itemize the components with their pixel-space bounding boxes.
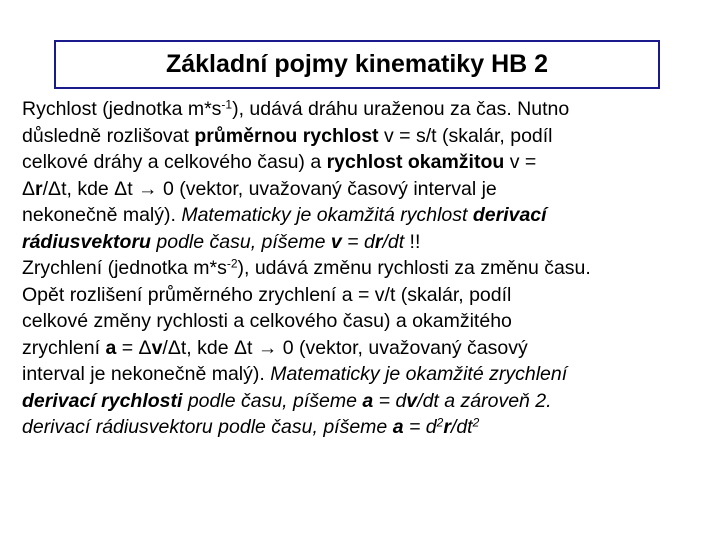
italic-text: /dt bbox=[450, 416, 473, 438]
superscript: 2 bbox=[472, 415, 480, 430]
text-line bbox=[22, 229, 700, 256]
superscript: 2 bbox=[436, 415, 444, 430]
text-line bbox=[22, 255, 700, 282]
text-run: /Δt, kde Δt → 0 (vektor, uvažovaný časový bbox=[162, 336, 528, 359]
text-run: !! bbox=[404, 230, 421, 253]
text-run: ), udává změnu rychlosti za změnu času. bbox=[237, 257, 591, 279]
paragraph-acceleration bbox=[22, 255, 700, 441]
superscript: -2 bbox=[226, 256, 238, 271]
text-run: zrychlení bbox=[22, 336, 106, 359]
italic-text: podle času, píšeme bbox=[150, 230, 331, 253]
italic-text: /dt a zároveň 2. bbox=[417, 389, 552, 412]
bold-vector: r bbox=[35, 177, 43, 200]
bold-vector: a bbox=[105, 336, 117, 359]
bold-vector: v bbox=[406, 389, 418, 412]
text-line bbox=[22, 308, 700, 335]
bold-italic-term: derivací rychlosti bbox=[22, 389, 183, 412]
bold-vector: v bbox=[151, 336, 163, 359]
bold-vector: r bbox=[443, 416, 451, 438]
text-run: celkové dráhy a celkového času) a bbox=[22, 151, 327, 173]
text-line bbox=[22, 149, 700, 176]
slide-title: Základní pojmy kinematiky HB 2 bbox=[165, 50, 549, 78]
text-line bbox=[22, 335, 700, 362]
text-run: Opět rozlišení průměrného zrychlení a = v/t (skalár, podíl bbox=[22, 283, 512, 306]
text-run: = Δ bbox=[116, 336, 152, 359]
text-run: celkové změny rychlosti a celkového času) a okamžitého bbox=[22, 310, 512, 332]
text-run: nekonečně malý). bbox=[22, 204, 182, 226]
bold-italic-term: derivací bbox=[472, 204, 547, 226]
bold-vector: a bbox=[392, 416, 404, 438]
italic-text: podle času, píšeme bbox=[182, 389, 363, 412]
bold-italic-term: rádiusvektoru bbox=[22, 230, 151, 253]
text-run: interval je nekonečně malý). bbox=[22, 363, 271, 385]
text-run: důsledně rozlišovat bbox=[22, 124, 195, 147]
italic-text: derivací rádiusvektoru podle času, píšeme bbox=[22, 416, 393, 438]
text-line bbox=[22, 96, 700, 123]
text-run: v = bbox=[504, 151, 537, 173]
bold-vector: r bbox=[374, 230, 383, 253]
slide-content bbox=[22, 96, 700, 441]
text-run: ), udává dráhu uraženou za čas. Nutno bbox=[232, 98, 570, 120]
italic-text: Matematicky je okamžitá rychlost bbox=[181, 204, 473, 226]
italic-text: /dt bbox=[382, 230, 405, 253]
italic-text: Matematicky je okamžité zrychlení bbox=[270, 363, 568, 385]
italic-text: = d bbox=[403, 416, 437, 438]
text-run: Rychlost (jednotka m*s bbox=[22, 98, 222, 120]
bold-vector: a bbox=[362, 389, 374, 412]
italic-text: = d bbox=[373, 389, 407, 412]
text-line bbox=[22, 282, 700, 309]
title-box bbox=[54, 40, 660, 89]
text-line bbox=[22, 388, 700, 415]
text-run: v = s/t (skalár, podíl bbox=[378, 124, 553, 147]
text-line bbox=[22, 176, 700, 203]
superscript: -1 bbox=[221, 97, 233, 112]
bold-vector: v bbox=[330, 230, 342, 253]
text-run: /Δt, kde Δt → 0 (vektor, uvažovaný časový interval je bbox=[42, 177, 497, 200]
text-run: Δ bbox=[22, 177, 36, 200]
bold-term: průměrnou rychlost bbox=[194, 124, 379, 147]
bold-term: rychlost okamžitou bbox=[326, 151, 505, 173]
italic-text: = d bbox=[341, 230, 375, 253]
paragraph-velocity bbox=[22, 96, 700, 255]
text-line bbox=[22, 123, 700, 150]
text-line bbox=[22, 361, 700, 388]
text-run: Zrychlení (jednotka m*s bbox=[22, 257, 227, 279]
text-line bbox=[22, 202, 700, 229]
text-line bbox=[22, 414, 700, 441]
